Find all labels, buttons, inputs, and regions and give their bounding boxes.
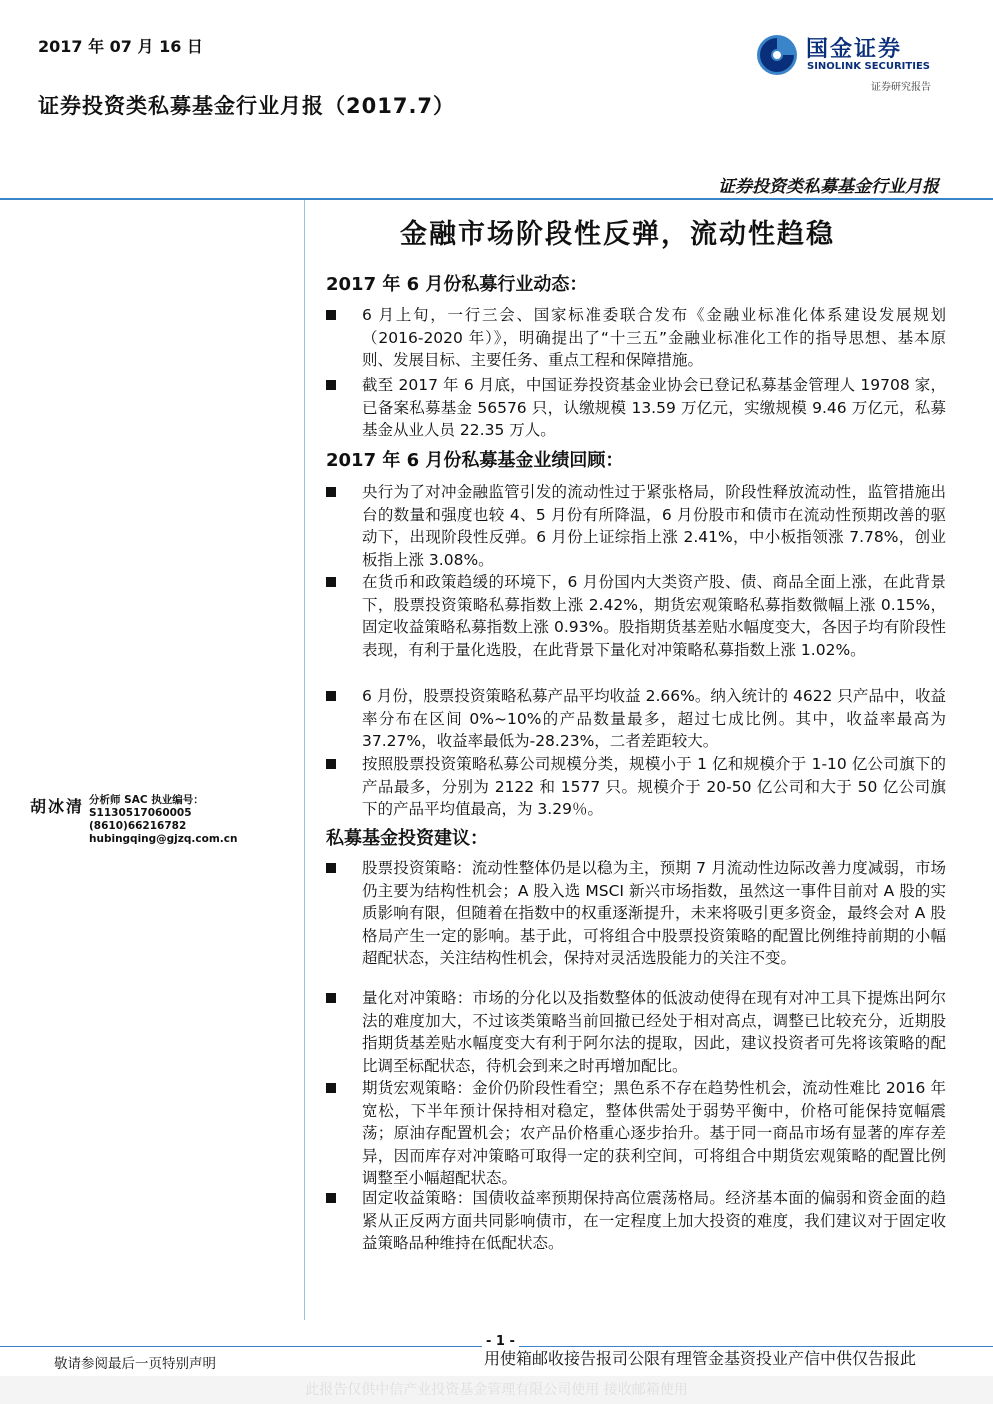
list-item xyxy=(326,571,946,661)
list-item xyxy=(326,304,946,372)
bullet-square-icon xyxy=(326,993,336,1003)
list-item xyxy=(326,374,946,442)
bullet-square-icon xyxy=(326,1193,336,1203)
bullet-text: 截至 2017 年 6 月底，中国证券投资基金业协会已登记私募基金管理人 19708 家，已备案私募基金 56576 只，认缴规模 13.59 万亿元，实缴规模 9.46 万亿元，私募基金从业人员 22.35 万人。 xyxy=(362,376,946,440)
bullet-square-icon xyxy=(326,487,336,497)
bullet-text: 按照股票投资策略私募公司规模分类，规模小于 1 亿和规模介于 1-10 亿公司旗下的产品最多，分别为 2122 和 1577 只。规模介于 20-50 亿公司和大于 50 亿公司旗下的产品平均值最高，为 3.29％。 xyxy=(362,755,946,819)
logo-mark-icon xyxy=(756,34,798,76)
main-title: 金融市场阶段性反弹，流动性趋稳 xyxy=(400,219,835,250)
list-item xyxy=(326,1187,946,1255)
disclaimer-note: 敬请参阅最后一页特别声明 xyxy=(54,1356,216,1372)
bullet-square-icon xyxy=(326,1083,336,1093)
list-item xyxy=(326,481,946,571)
top-divider xyxy=(0,198,993,200)
document-title: 证券投资类私募基金行业月报（2017.7） xyxy=(38,94,456,118)
bullet-text: 量化对冲策略：市场的分化以及指数整体的低波动使得在现有对冲工具下提炼出阿尔法的难度加大，不过该类策略当前回撤已经处于相对高点，调整已比较充分，近期股指期货基差贴水幅度变大有利于阿尔法的提取，因此，建议投资者可先将该策略的配比调至标配状态，待机会到来之时再增加配比。 xyxy=(362,989,946,1075)
bullet-square-icon xyxy=(326,310,336,320)
bullet-text: 股票投资策略：流动性整体仍是以稳为主，预期 7 月流动性边际改善力度减弱，市场仍主要为结构性机会；A 股入选 MSCI 新兴市场指数，虽然这一事件目前对 A 股的实质影响有限，但随着在指数中的权重逐渐提升，未来将吸引更多资金，最终会对 A 股格局产生一定的影响。基于此，可将组合中股票投资策略的配置比例维持前期的小幅超配状态，关注结构性机会，保持对灵活选股能力的关注不变。 xyxy=(362,859,946,968)
section-label: 证券投资类私募基金行业月报 xyxy=(718,177,939,197)
bullet-square-icon xyxy=(326,691,336,701)
analyst-name: 胡冰清 xyxy=(30,797,85,816)
bullet-text: 6 月上旬，一行三会、国家标准委联合发布《金融业标准化体系建设发展规划（2016-2020 年）》，明确提出了“十三五”金融业标准化工作的指导思想、基本原则、发展目标、主要任务、重点工程和保障措施。 xyxy=(362,306,946,370)
bullet-text: 期货宏观策略：金价仍阶段性看空；黑色系不存在趋势性机会，流动性难比 2016 年宽松，下半年预计保持相对稳定，整体供需处于弱势平衡中，价格可能保持宽幅震荡；原油存配置机会；农产品价格重心逐步抬升。基于同一商品市场有显著的库存差异，因而库存对冲策略可取得一定的获利空间，可将组合中期货宏观策略的配置比例调整至小幅超配状态。 xyxy=(362,1079,946,1188)
list-item xyxy=(326,753,946,821)
company-logo xyxy=(756,30,946,94)
bullet-square-icon xyxy=(326,380,336,390)
page-number: - 1 - xyxy=(482,1334,519,1349)
bullet-text: 固定收益策略：国债收益率预期保持高位震荡格局。经济基本面的偏弱和资金面的趋紧从正反两方面共同影响债市，在一定程度上加大投资的难度，我们建议对于固定收益策略品种维持在低配状态。 xyxy=(362,1189,946,1253)
report-date: 2017 年 07 月 16 日 xyxy=(38,37,203,56)
section-heading: 2017 年 6 月份私募基金业绩回顾： xyxy=(326,450,624,471)
logo-chinese-name: 国金证券 xyxy=(806,37,903,62)
logo-english-name: SINOLINK SECURITIES xyxy=(807,61,930,72)
bullet-square-icon xyxy=(326,863,336,873)
section-heading: 2017 年 6 月份私募行业动态： xyxy=(326,274,588,295)
analyst-details xyxy=(89,794,300,846)
list-item xyxy=(326,685,946,753)
bullet-square-icon xyxy=(326,759,336,769)
analyst-sac-id: 分析师 SAC 执业编号：S1130517060005 xyxy=(89,794,204,819)
recipient-note: 用使箱邮收接告报司公限有理管金基资投业产信中供仅告报此 xyxy=(484,1349,917,1368)
section-heading: 私募基金投资建议： xyxy=(326,828,488,849)
report-type-label: 证券研究报告 xyxy=(871,82,931,93)
bullet-text: 央行为了对冲金融监管引发的流动性过于紧张格局，阶段性释放流动性，监管措施出台的数量和强度也较 4、5 月份有所降温，6 月份股市和债市在流动性预期改善的驱动下，出现阶段性反弹。6 月份上证综指上涨 2.41%，中小板指领涨 7.78%，创业板指上涨 3.08%。 xyxy=(362,483,946,569)
list-item xyxy=(326,857,946,970)
analyst-email[interactable]: hubingqing@gjzq.com.cn xyxy=(89,833,238,845)
bullet-square-icon xyxy=(326,577,336,587)
bullet-text: 6 月份，股票投资策略私募产品平均收益 2.66%。纳入统计的 4622 只产品中，收益率分布在区间 0%~10%的产品数量最多，超过七成比例。其中，收益率最高为 37.27%，收益率最低为-28.23%，二者差距较大。 xyxy=(362,687,946,751)
list-item xyxy=(326,1077,946,1190)
list-item xyxy=(326,987,946,1077)
watermark: 此报告仅供中信产业投资基金管理有限公司使用 接收邮箱使用 xyxy=(0,1376,993,1404)
column-divider xyxy=(304,200,305,1320)
bullet-text: 在货币和政策趋缓的环境下，6 月份国内大类资产股、债、商品全面上涨，在此背景下，股票投资策略私募指数上涨 2.42%，期货宏观策略私募指数微幅上涨 0.15%，固定收益策略私募指数上涨 0.93%。股指期货基差贴水幅度变大，各因子均有阶段性表现，有利于量化选股，在此背景下量化对冲策略私募指数上涨 1.02%。 xyxy=(362,573,946,659)
analyst-phone: (8610)66216782 xyxy=(89,820,187,832)
